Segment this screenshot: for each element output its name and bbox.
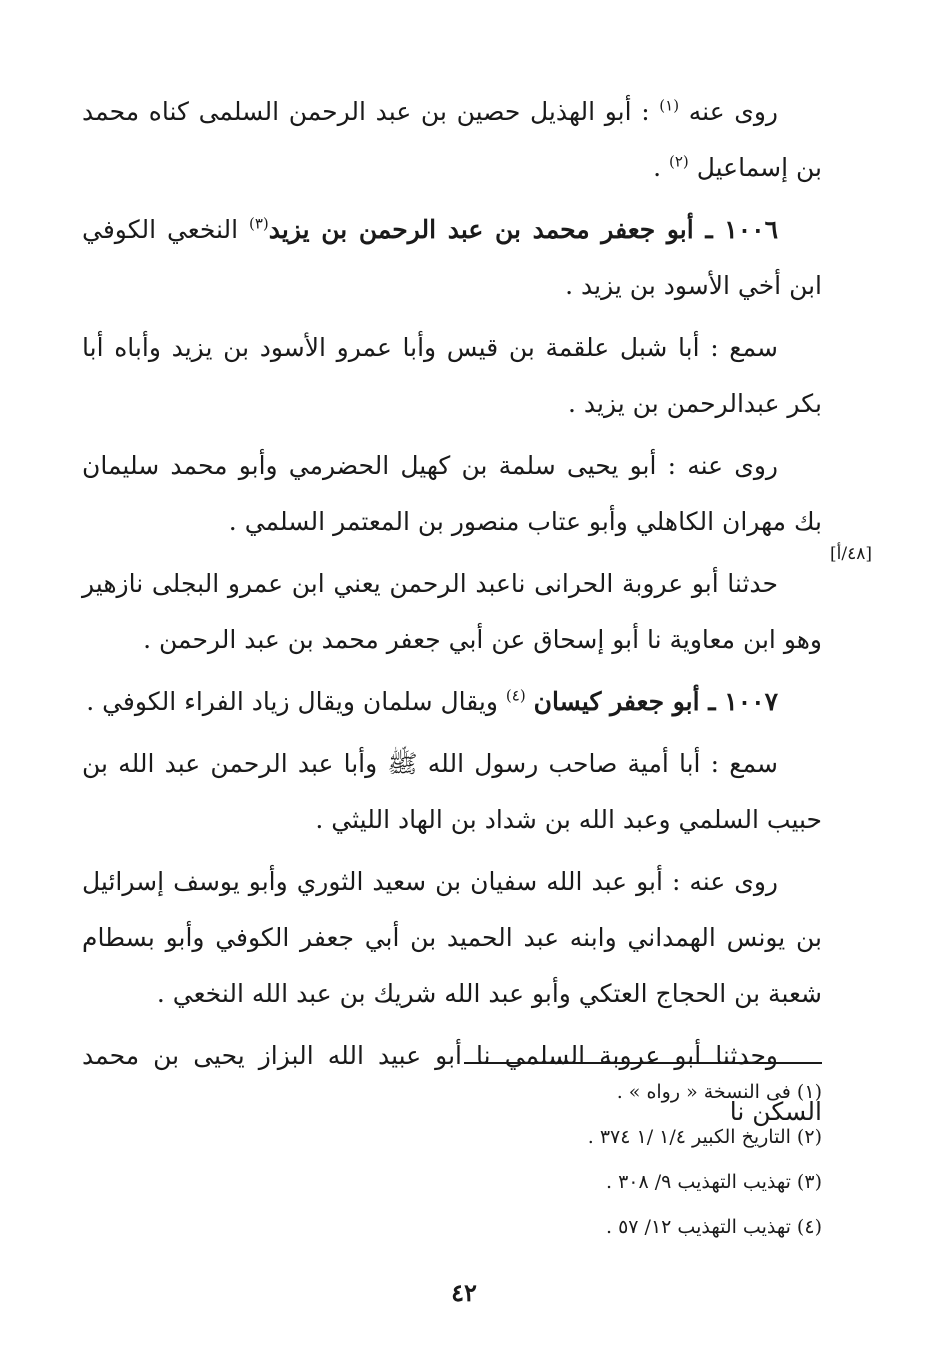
footnote-2: (٢) التاريخ الكبير ١/٤ /١ ٣٧٤ . [587, 1126, 822, 1148]
footnote-ref-1[interactable]: (١) [659, 96, 680, 115]
footnote-1: (١) فى النسخة « رواه » . [616, 1081, 822, 1103]
paragraph-1-body: : أبو الهذيل حصين بن عبد الرحمن السلمى كناه محمد بن إسماعيل [82, 97, 822, 182]
paragraph-heard: سمع : أبا شبل علقمة بن قيس وأبا عمرو الأسود بن يزيد وأباه أبا بكر عبدالرحمن بن يزيد . [82, 333, 822, 418]
paragraph-hadith-1: حدثنا أبو عروبة الحرانى ناعبد الرحمن يعني ابن عمرو البجلى نازهير وهو ابن معاوية نا أبو إسحاق عن أبي جعفر محمد بن عبد الرحمن . [82, 569, 822, 654]
entry-1006-heading: ١٠٠٦ ـ أبو جعفر محمد بن عبد الرحمن بن يزيد [268, 215, 778, 244]
paragraph-1-lead: روى عنه [688, 97, 778, 126]
paragraph-1-end: . [653, 153, 662, 182]
entry-1007-text: ويقال سلمان ويقال زياد الفراء الكوفي . [86, 687, 498, 716]
paragraph-1 [82, 84, 822, 196]
paragraph-narrated-2: روى عنه : أبو عبد الله سفيان بن سعيد الثوري وأبو يوسف إسرائيل بن يونس الهمداني وابنه عبد الحميد بن أبي جعفر الكوفي وأبو بسطام شعبة بن الحجاج العتكي وأبو عبد الله شريك بن عبد الله النخعي . [82, 867, 822, 1008]
footnote-divider [464, 1062, 822, 1064]
paragraph-narrated: روى عنه : أبو يحيى سلمة بن كهيل الحضرمي وأبو محمد سليمان بك مهران الكاهلي وأبو عتاب منصور بن المعتمر السلمي . [82, 451, 822, 536]
footnote-ref-4[interactable]: (٤) [505, 686, 526, 705]
footnote-3: (٣) تهذيب التهذيب ٩/ ٣٠٨ . [605, 1171, 822, 1193]
entry-1007 [82, 674, 822, 730]
paragraph-heard-2: سمع : أبا أمية صاحب رسول الله ﷺ وأبا عبد الرحمن عبد الله بن حبيب السلمي وعبد الله بن شداد بن الهاد الليثي . [82, 749, 822, 834]
main-text [82, 84, 822, 1146]
footnote-4: (٤) تهذيب التهذيب ١٢/ ٥٧ . [605, 1216, 822, 1238]
page-number: ٤٢ [451, 1278, 477, 1307]
paragraph-hadith-2: وحدثنا أبو عروبة السلمي نا أبو عبيد الله البزاز يحيى بن محمد السكن نا [82, 1041, 822, 1126]
folio-margin-note: [٤٨/أ] [830, 544, 872, 564]
footnotes [420, 1070, 822, 1250]
footnote-ref-3[interactable]: (٣) [248, 214, 269, 233]
footnote-ref-2[interactable]: (٢) [668, 152, 689, 171]
entry-1006 [82, 202, 822, 314]
entry-1006-text: النخعي الكوفي ابن أخي الأسود بن يزيد . [82, 215, 822, 300]
entry-1007-heading: ١٠٠٧ ـ أبو جعفر كيسان [533, 687, 778, 716]
